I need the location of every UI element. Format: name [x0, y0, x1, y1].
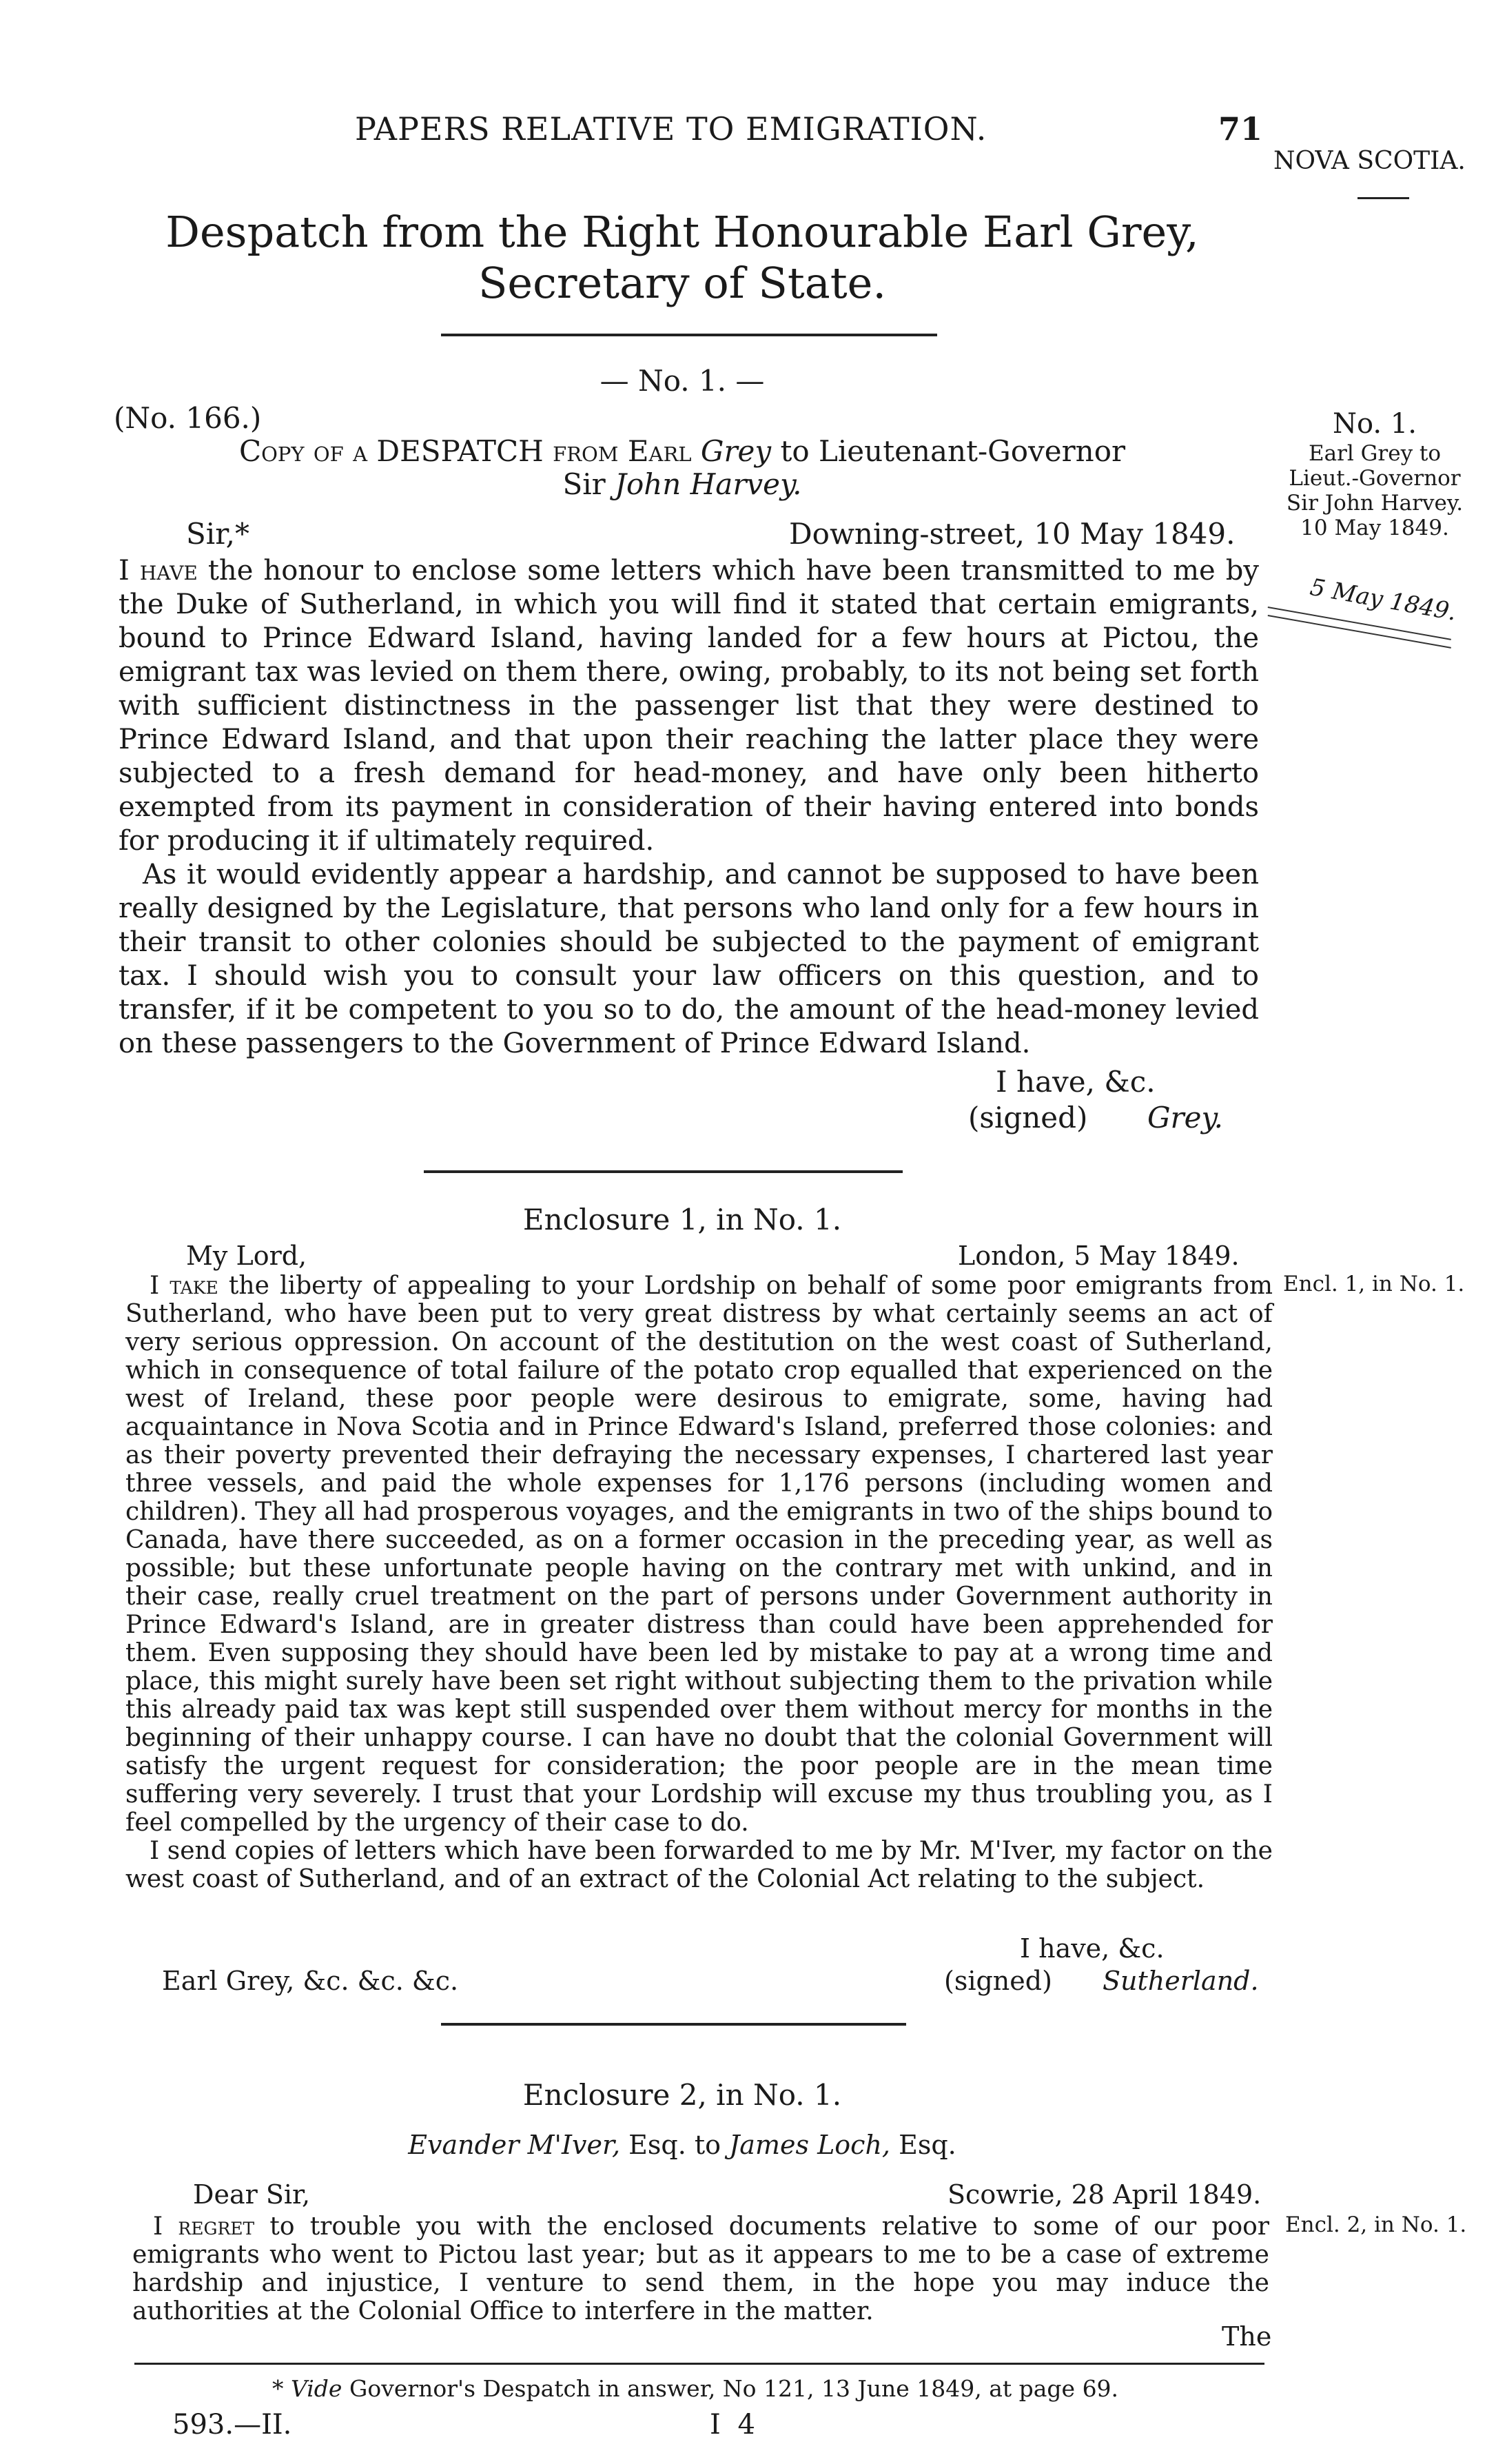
enclosure1-margin: Encl. 1, in No. 1.: [1283, 1272, 1465, 1296]
catchword: The: [1222, 2321, 1272, 2352]
margin-no1-line1: Earl Grey to: [1308, 441, 1442, 466]
footnote-rule: [134, 2363, 1264, 2365]
despatch-salutation: Sir,*: [186, 517, 250, 551]
handwritten-date: 5 May 1849.: [1308, 573, 1459, 627]
despatch-place-date: Downing-street, 10 May 1849.: [789, 517, 1236, 551]
footnote-text: Governor's Despatch in answer, No 121, 13 June 1849, at page 69.: [342, 2375, 1119, 2402]
colony-rule: [1357, 197, 1409, 199]
enclosure2-body: [132, 2212, 1269, 2325]
title-rule: [441, 334, 937, 336]
enclosure1-para-2: I send copies of letters which have been forwarded to me by Mr. M'Iver, my factor on the west coast of Sutherland, and of an extract of the Colonial Act relating to the subject.: [125, 1837, 1273, 1893]
despatch-para-2: As it would evidently appear a hardship, and cannot be supposed to have been really designed by the Legislature, that persons who land only for a few hours in their transit to other colonies should be subjected to the payment of emigrant tax. I should wish you to consult your law officers on this question, and to transfer, if it be competent to you so to do, the amount of the head-money levied on these passengers to the Government of Prince Edward Island.: [119, 859, 1259, 1059]
heading-pre: Copy of a DESPATCH from Earl: [238, 434, 701, 468]
colony-label: NOVA SCOTIA.: [1273, 147, 1466, 175]
despatch-number: — No. 1. —: [600, 364, 765, 398]
encl1-lead: I take: [150, 1272, 218, 1300]
heading2-name: John Harvey.: [615, 467, 802, 501]
enclosure1-place-date: London, 5 May 1849.: [958, 1241, 1240, 1271]
encl2-mid: Esq. to: [620, 2130, 730, 2160]
encl2-from: Evander M'Iver,: [408, 2130, 621, 2160]
signature-mark: 593.—II.: [172, 2409, 292, 2441]
enclosure2-margin: Encl. 2, in No. 1.: [1285, 2212, 1467, 2237]
para1-lead: I have: [119, 555, 198, 587]
enclosure2-place-date: Scowrie, 28 April 1849.: [947, 2179, 1262, 2210]
enclosure1-heading: Enclosure 1, in No. 1.: [522, 1203, 842, 1236]
despatch-para-1: [119, 554, 1259, 858]
enclosure1-closing: I have, &c.: [1020, 1933, 1165, 1964]
encl2-lead: I regret: [153, 2212, 255, 2241]
enclosure1-body: [125, 1272, 1273, 1893]
footnote: [272, 2375, 1118, 2402]
sheet-mark: I 4: [710, 2409, 759, 2441]
enclosure2-salutation: Dear Sir,: [193, 2179, 311, 2210]
page-number: 71: [1218, 110, 1263, 147]
margin-no1-line3: Sir John Harvey.: [1286, 491, 1464, 516]
despatch-signed: (signed): [968, 1101, 1088, 1134]
encl2-post: Esq.: [890, 2130, 956, 2160]
despatch-heading-1: [124, 434, 1240, 468]
heading2-pre: Sir: [562, 467, 615, 501]
running-head: PAPERS RELATIVE TO EMIGRATION.: [355, 110, 987, 147]
margin-note-no1: [1268, 407, 1482, 540]
despatch-body: [119, 554, 1259, 1061]
margin-no1-line4: 10 May 1849.: [1300, 516, 1449, 540]
title-line-2: Secretary of State.: [478, 258, 887, 308]
enclosure1-salutation: My Lord,: [186, 1241, 307, 1271]
heading-grey: Grey: [700, 434, 772, 468]
despatch-heading-2: [124, 467, 1240, 501]
despatch-signature: Grey.: [1147, 1101, 1223, 1134]
encl2-to: James Loch,: [729, 2130, 891, 2160]
footnote-vide: Vide: [291, 2375, 342, 2402]
enclosure2-para-1: [132, 2212, 1269, 2325]
enclosure2-fromto: [124, 2130, 1240, 2160]
enclosure1-rule: [441, 2023, 906, 2026]
enclosure1-para-1: [125, 1272, 1273, 1837]
despatch-rule: [424, 1170, 903, 1173]
footnote-star: *: [272, 2375, 284, 2402]
heading-post: to Lieutenant-Governor: [771, 434, 1126, 468]
encl2-para1-text: to trouble you with the enclosed documents relative to some of our poor emigrants who went to Pictou last year; but as it appears to me to be a case of extreme hardship and injustice, I venture to send them, in the hope you may induce the authorities at the Colonial Office to interfere in the matter.: [132, 2212, 1269, 2325]
enclosure2-heading: Enclosure 2, in No. 1.: [522, 2078, 842, 2112]
enclosure1-signature: Sutherland.: [1103, 1966, 1259, 1996]
enclosure1-addressee: Earl Grey, &c. &c. &c.: [162, 1966, 459, 1996]
page-title: [124, 207, 1240, 309]
margin-no1-number: No. 1.: [1333, 408, 1417, 440]
margin-no1-line2: Lieut.-Governor: [1289, 466, 1461, 491]
despatch-closing: I have, &c.: [996, 1065, 1156, 1099]
para1-text: the honour to enclose some letters which have been transmitted to me by the Duke of Sutherland, in which you will find it stated that certain emigrants, bound to Prince Edward Island, having landed for a few hours at Pictou, the emigrant tax was levied on them there, owing, probably, to its not being set forth with sufficient distinctness in the passenger list that they were destined to Prince Edward Island, and that upon their reaching the latter place they were subjected to a fresh demand for head-money, and have only been hitherto exempted from its payment in consideration of their having entered into bonds for producing it if ultimately required.: [119, 555, 1259, 857]
encl1-para1-text: the liberty of appealing to your Lordship on behalf of some poor emigrants from Sutherland, who have been put to very great distress by what certainly seems an act of very serious oppression. On account of the destitution on the west coast of Sutherland, which in consequence of total failure of the potato crop equalled that experienced on the west of Ireland, these poor people were desirous to emigrate, some, having had acquaintance in Nova Scotia and in Prince Edward's Island, preferred those colonies: and as their poverty prevented their defraying the necessary expenses, I chartered last year three vessels, and paid the whole expenses for 1,176 persons (including women and children). They all had prosperous voyages, and the emigrants in two of the ships bound to Canada, have there succeeded, as on a former occasion in the preceding year, as well as possible; but these unfortunate people having on the contrary met with unkind, and in their case, really cruel treatment on the part of persons under Government authority in Prince Edward's Island, are in greater distress than could have been apprehended for them. Even supposing they should have been led by mistake to pay at a wrong time and place, this might surely have been set right without subjecting them to the privation while this already paid tax was kept still suspended over them without mercy for months in the beginning of their unhappy course. I can have no doubt that the colonial Government will satisfy the urgent request for consideration; the poor people are in the mean time suffering very severely. I trust that your Lordship will excuse my thus troubling you, as I feel compelled by the urgency of their case to do.: [125, 1272, 1273, 1837]
title-line-1: Despatch from the Right Honourable Earl Grey,: [165, 207, 1199, 257]
despatch-ref: (No. 166.): [114, 401, 262, 435]
enclosure1-signed: (signed): [944, 1966, 1052, 1996]
